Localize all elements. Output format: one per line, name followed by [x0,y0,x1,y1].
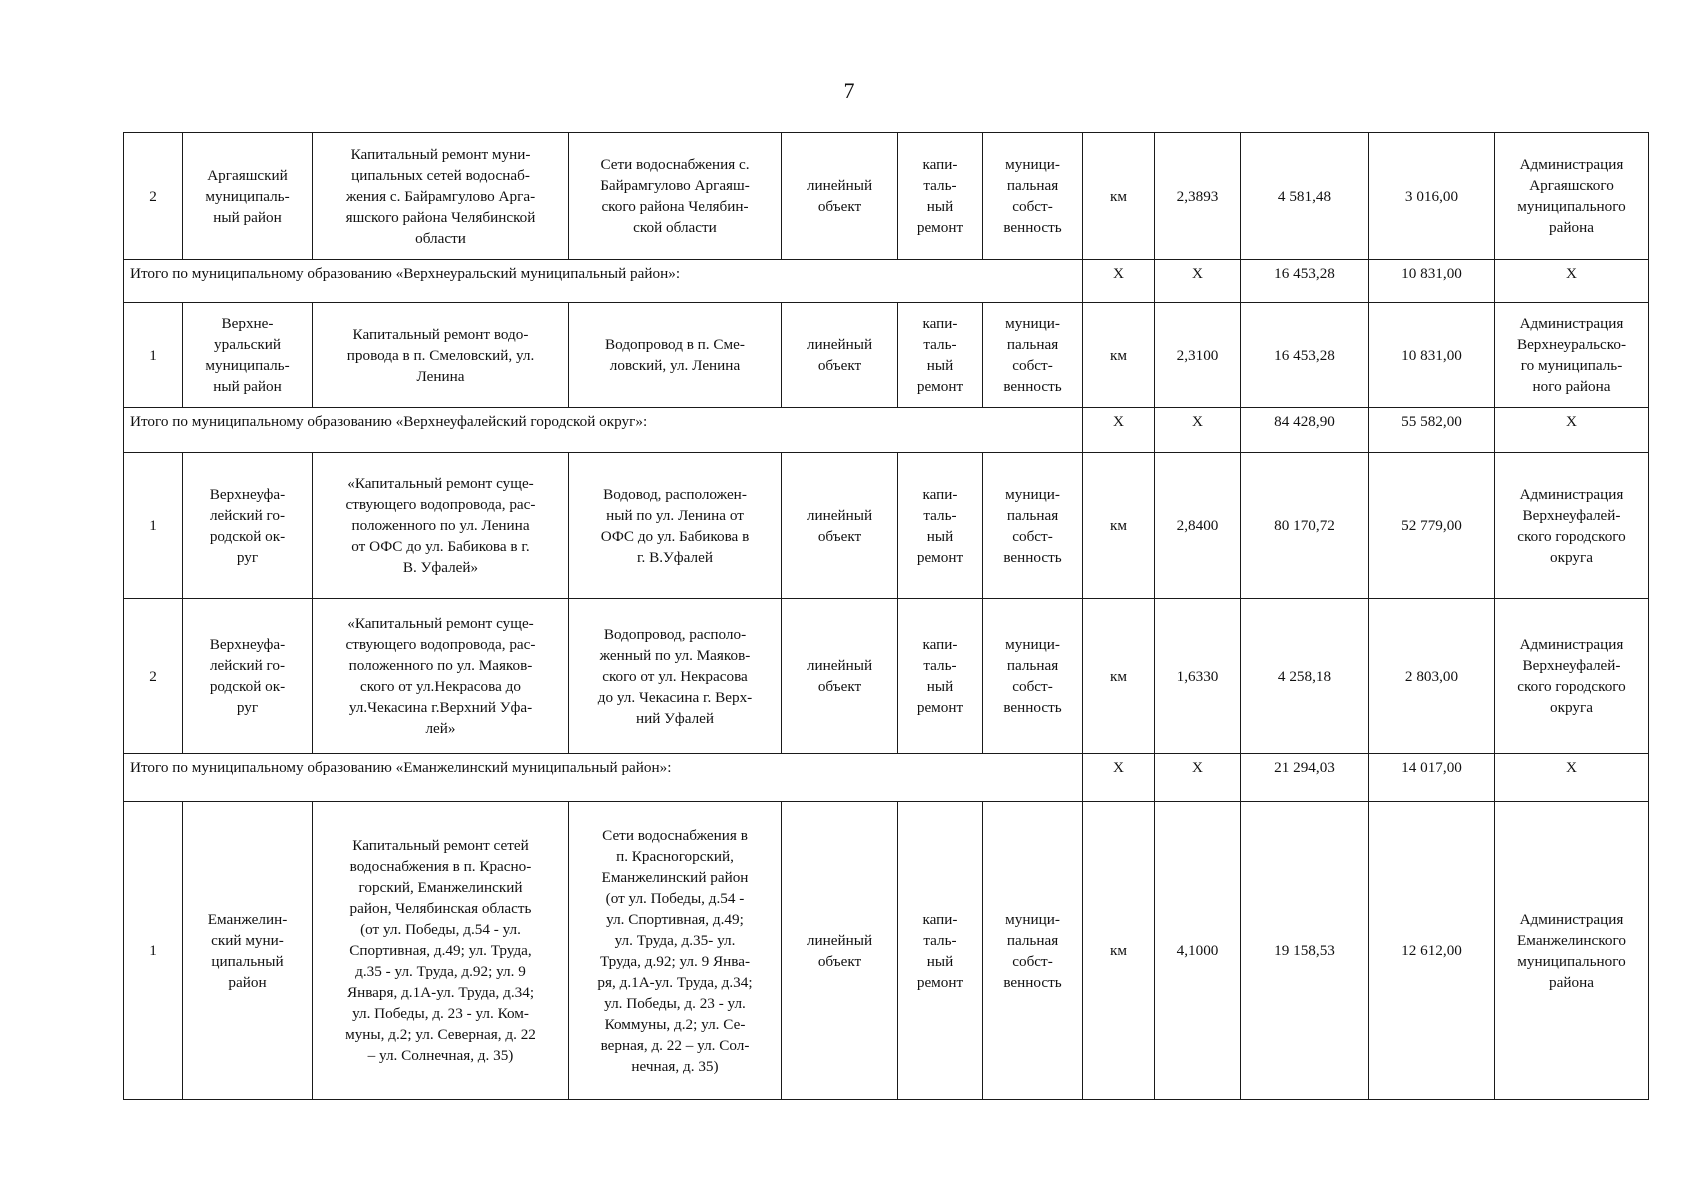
total-unit: Х [1083,754,1155,802]
capacity-cell: 2,3100 [1155,303,1241,408]
total-capacity: Х [1155,754,1241,802]
work-name-cell: «Капитальный ремонт суще- ствующего водопровода, рас- положенного по ул. Ленина от ОФС до ул. Бабикова в г. В. Уфалей» [313,453,569,599]
capacity-cell: 4,1000 [1155,802,1241,1100]
object-name-cell: Сети водоснабжения с. Байрамгулово Аргаяш- ского района Челябин- ской области [569,133,782,260]
object-type-cell: линейный объект [782,133,898,260]
ownership-cell: муници- пальная собст- венность [983,599,1083,754]
ownership-cell: муници- пальная собст- венность [983,303,1083,408]
total-label: Итого по муниципальному образованию «Верхнеуральский муниципальный район»: [124,260,1083,303]
object-type-cell: линейный объект [782,303,898,408]
object-name-cell: Водовод, расположен- ный по ул. Ленина от ОФС до ул. Бабикова в г. В.Уфалей [569,453,782,599]
municipality-cell: Верхнеуфа- лейский го- родской ок- руг [183,453,313,599]
table-row [124,133,1649,260]
ownership-cell: муници- пальная собст- венность [983,802,1083,1100]
row-number-cell: 2 [124,133,183,260]
object-type-cell: линейный объект [782,599,898,754]
municipality-cell: Верхне- уральский муниципаль- ный район [183,303,313,408]
table-row [124,453,1649,599]
ownership-cell: муници- пальная собст- венность [983,133,1083,260]
total-cost: 84 428,90 [1241,408,1369,453]
work-type-cell: капи- таль- ный ремонт [898,599,983,754]
work-name-cell: Капитальный ремонт водо- провода в п. Смеловский, ул. Ленина [313,303,569,408]
total-unit: Х [1083,408,1155,453]
capacity-cell: 2,3893 [1155,133,1241,260]
object-name-cell: Водопровод, располо- женный по ул. Маяков- ского от ул. Некрасова до ул. Чекасина г. Верх- ний Уфалей [569,599,782,754]
row-number-cell: 1 [124,303,183,408]
executor-cell: Администрация Верхнеуфалей- ского городского округа [1495,453,1649,599]
budget-funds-cell: 2 803,00 [1369,599,1495,754]
executor-cell: Администрация Еманжелинского муниципального района [1495,802,1649,1100]
table-body [124,133,1649,1100]
total-cost-cell: 16 453,28 [1241,303,1369,408]
total-cost-cell: 19 158,53 [1241,802,1369,1100]
total-row [124,408,1649,453]
work-name-cell: Капитальный ремонт сетей водоснабжения в п. Красно- горский, Еманжелинский район, Челябинская область (от ул. Победы, д.54 - ул. Спортивная, д.49; ул. Труда, д.35 - ул. Труда, д.92; ул. 9 Января, д.1А-ул. Труда, д.34; ул. Победы, д. 23 - ул. Ком- муны, д.2; ул. Северная, д. 22 – ул. Солнечная, д. 35) [313,802,569,1100]
unit-cell: км [1083,599,1155,754]
total-row [124,754,1649,802]
unit-cell: км [1083,303,1155,408]
row-number-cell: 2 [124,599,183,754]
total-executor: Х [1495,408,1649,453]
total-label: Итого по муниципальному образованию «Еманжелинский муниципальный район»: [124,754,1083,802]
unit-cell: км [1083,453,1155,599]
row-number-cell: 1 [124,453,183,599]
total-cost-cell: 80 170,72 [1241,453,1369,599]
total-capacity: Х [1155,260,1241,303]
unit-cell: км [1083,133,1155,260]
total-cost: 16 453,28 [1241,260,1369,303]
total-capacity: Х [1155,408,1241,453]
capacity-cell: 1,6330 [1155,599,1241,754]
total-cost: 21 294,03 [1241,754,1369,802]
executor-cell: Администрация Верхнеуфалей- ского городского округа [1495,599,1649,754]
total-unit: Х [1083,260,1155,303]
municipality-cell: Верхнеуфа- лейский го- родской ок- руг [183,599,313,754]
unit-cell: км [1083,802,1155,1100]
table-row [124,599,1649,754]
object-type-cell: линейный объект [782,453,898,599]
investment-program-table [123,132,1649,1100]
budget-funds-cell: 10 831,00 [1369,303,1495,408]
total-cost-cell: 4 258,18 [1241,599,1369,754]
capacity-cell: 2,8400 [1155,453,1241,599]
budget-funds-cell: 52 779,00 [1369,453,1495,599]
total-budget-funds: 10 831,00 [1369,260,1495,303]
work-name-cell: «Капитальный ремонт суще- ствующего водопровода, рас- положенного по ул. Маяков- ского от ул.Некрасова до ул.Чекасина г.Верхний Уфа- лей» [313,599,569,754]
object-name-cell: Водопровод в п. Сме- ловский, ул. Ленина [569,303,782,408]
work-name-cell: Капитальный ремонт муни- ципальных сетей водоснаб- жения с. Байрамгулово Арга- яшского района Челябинской области [313,133,569,260]
budget-funds-cell: 12 612,00 [1369,802,1495,1100]
total-label: Итого по муниципальному образованию «Верхнеуфалейский городской округ»: [124,408,1083,453]
ownership-cell: муници- пальная собст- венность [983,453,1083,599]
executor-cell: Администрация Аргаяшского муниципального района [1495,133,1649,260]
total-row [124,260,1649,303]
work-type-cell: капи- таль- ный ремонт [898,303,983,408]
page-number: 7 [843,78,855,103]
object-name-cell: Сети водоснабжения в п. Красногорский, Еманжелинский район (от ул. Победы, д.54 - ул. Спортивная, д.49; ул. Труда, д.35- ул. Труда, д.92; ул. 9 Янва- ря, д.1А-ул. Труда, д.34; ул. Победы, д. 23 - ул. Коммуны, д.2; ул. Се- верная, д. 22 – ул. Сол- нечная, д. 35) [569,802,782,1100]
budget-funds-cell: 3 016,00 [1369,133,1495,260]
total-budget-funds: 55 582,00 [1369,408,1495,453]
table-row [124,303,1649,408]
total-budget-funds: 14 017,00 [1369,754,1495,802]
total-executor: Х [1495,260,1649,303]
executor-cell: Администрация Верхнеуральско- го муниципаль- ного района [1495,303,1649,408]
work-type-cell: капи- таль- ный ремонт [898,453,983,599]
work-type-cell: капи- таль- ный ремонт [898,802,983,1100]
municipality-cell: Аргаяшский муниципаль- ный район [183,133,313,260]
municipality-cell: Еманжелин- ский муни- ципальный район [183,802,313,1100]
total-cost-cell: 4 581,48 [1241,133,1369,260]
object-type-cell: линейный объект [782,802,898,1100]
total-executor: Х [1495,754,1649,802]
work-type-cell: капи- таль- ный ремонт [898,133,983,260]
row-number-cell: 1 [124,802,183,1100]
table-row [124,802,1649,1100]
